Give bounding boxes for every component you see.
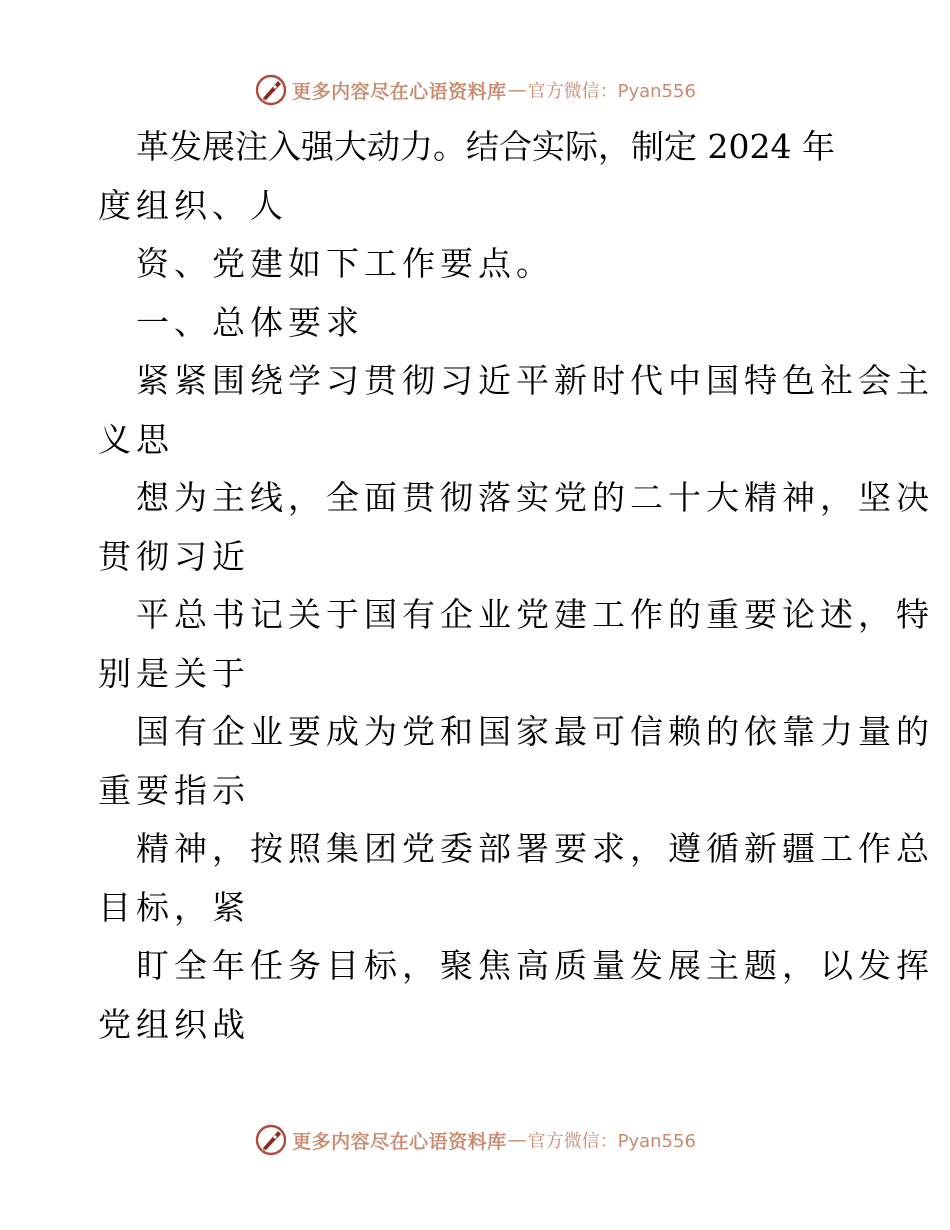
paragraph-1-line-2: 度组织、人 [98,185,288,225]
paragraph-1-line-1-text: 革发展注入强大动力。结合实际，制定 2024 年 [136,127,835,166]
paragraph-9-line-2: 党组织战 [98,1004,250,1044]
footer-watermark-dash: — [507,1129,527,1151]
paragraph-5-line-2: 贯彻习近 [98,536,250,576]
paragraph-2-line-1: 资、党建如下工作要点。 [136,244,554,283]
paragraph-9-line-1: 盯全年任务目标，聚焦高质量发展主题，以发挥 [136,946,934,985]
section-heading: 一、总体要求 [136,302,364,342]
header-watermark-text: 更多内容尽在心语资料库 [292,80,507,103]
footer-watermark-text: 更多内容尽在心语资料库 [292,1130,507,1153]
paragraph-7-line-1: 国有企业要成为党和国家最可信赖的依靠力量的 [136,712,934,751]
paragraph-8-line-1: 精神，按照集团党委部署要求，遵循新疆工作总 [136,829,934,868]
header-watermark [0,68,950,112]
paragraph-1-line-1 [98,118,858,177]
document-body [98,118,934,1054]
paragraph-7-line-2: 重要指示 [98,770,250,810]
header-watermark-contact: 官方微信：Pyan556 [527,81,696,102]
header-watermark-dash: — [507,79,527,101]
pen-circle-logo-icon [254,1123,288,1157]
paragraph-5-line-1: 想为主线，全面贯彻落实党的二十大精神，坚决 [136,478,934,517]
footer-watermark-contact: 官方微信：Pyan556 [527,1131,696,1152]
footer-watermark [0,1118,950,1162]
paragraph-8-line-2: 目标，紧 [98,887,250,927]
paragraph-6-line-2: 别是关于 [98,653,250,693]
paragraph-6-line-1: 平总书记关于国有企业党建工作的重要论述，特 [136,595,934,634]
paragraph-4-line-2: 义思 [98,419,174,459]
pen-circle-logo-icon [254,73,288,107]
paragraph-4-line-1: 紧紧围绕学习贯彻习近平新时代中国特色社会主 [136,361,934,400]
